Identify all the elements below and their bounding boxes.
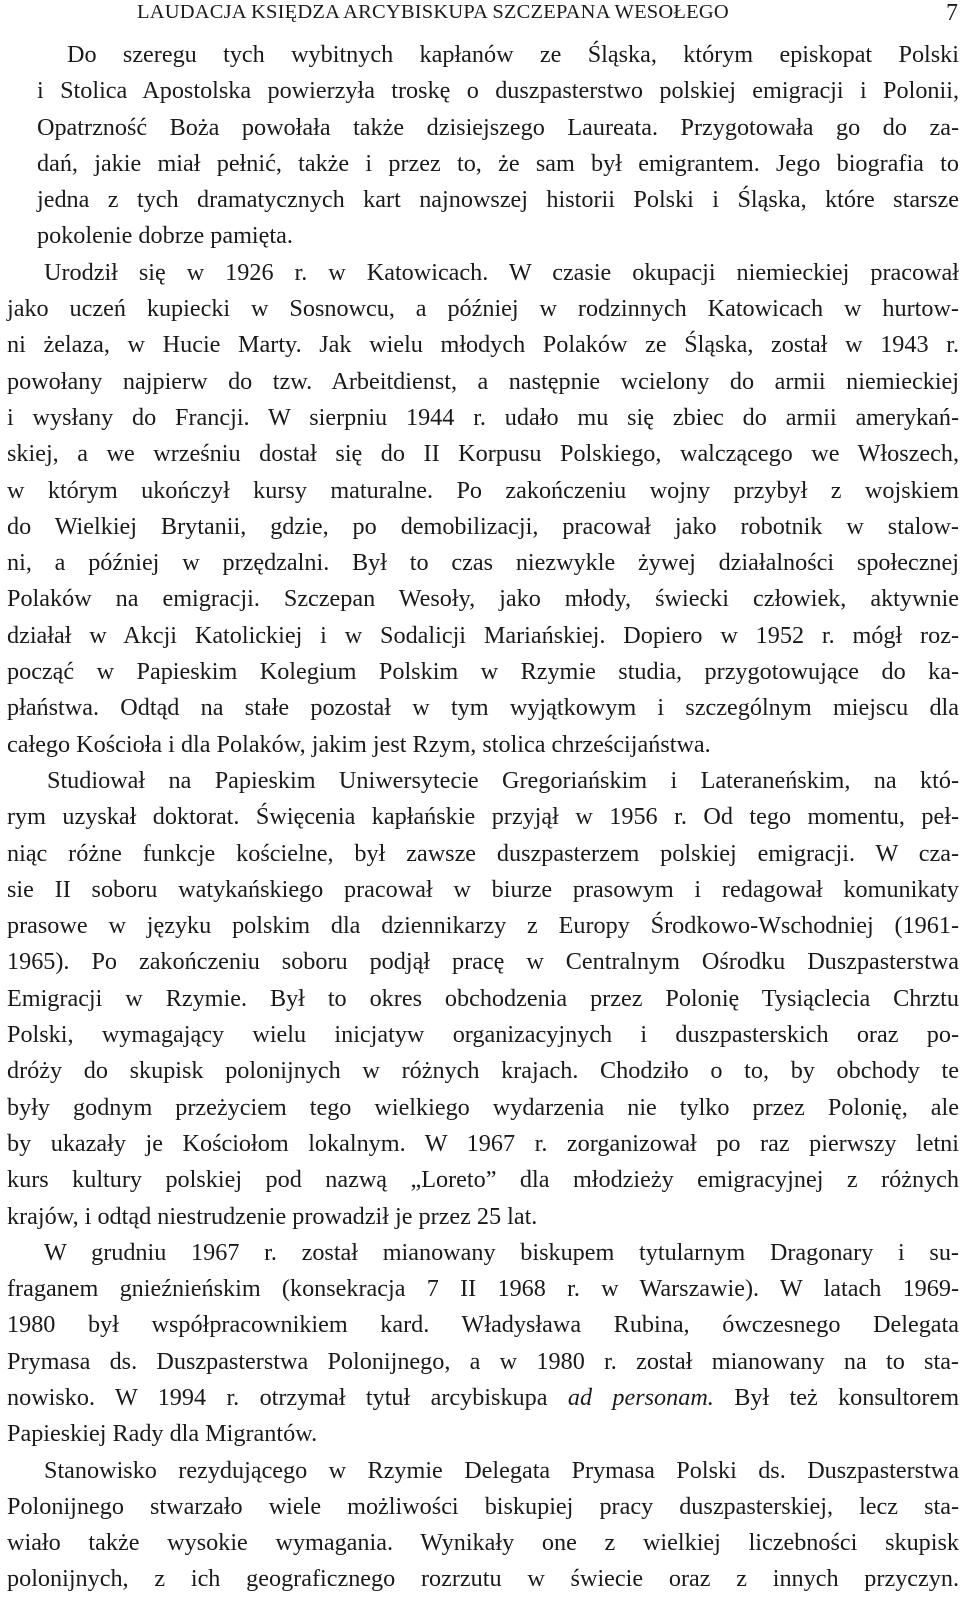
text-line: dróży do skupisk polonijnych w różnych krajach. Chodziło o to, by obchody te bbox=[7, 1057, 959, 1085]
text-line: sie II soboru watykańskiego pracował w biurze prasowym i redagował komunikaty bbox=[7, 875, 959, 903]
text-line: Polski, wymagający wielu inicjatyw organizacyjnych i duszpasterskich oraz po- bbox=[7, 1021, 959, 1049]
text-line: W grudniu 1967 r. został mianowany biskupem tytularnym Dragonary i su- bbox=[44, 1238, 959, 1266]
text-segment: nowisko. W 1994 r. otrzymał tytuł arcybiskupa bbox=[7, 1383, 568, 1411]
text-line: 1965). Po zakończeniu soboru podjął pracę w Centralnym Ośrodku Duszpasterstwa bbox=[7, 948, 959, 976]
text-line: jako uczeń kupiecki w Sosnowcu, a później w rodzinnych Katowicach w hurtow- bbox=[7, 295, 959, 323]
text-line: Studiował na Papieskim Uniwersytecie Gregoriańskim i Lateraneńskim, na któ- bbox=[47, 766, 959, 794]
text-line: dań, jakie miał pełnić, także i przez to, że sam był emigrantem. Jego biografia to bbox=[37, 149, 959, 177]
paragraph-4 bbox=[7, 1235, 959, 1453]
text-line: całego Kościoła i dla Polaków, jakim jest Rzym, stolica chrześcijaństwa. bbox=[7, 730, 711, 758]
text-line: Polaków na emigracji. Szczepan Wesoły, jako młody, świecki człowiek, aktywnie bbox=[7, 585, 959, 613]
paragraph-1 bbox=[7, 37, 959, 255]
text-line: do Wielkiej Brytanii, gdzie, po demobilizacji, pracował jako robotnik w stalow- bbox=[7, 512, 959, 540]
text-line-with-italic bbox=[7, 1380, 959, 1416]
text-line: polonijnych, z ich geograficznego rozrzutu w świecie oraz z innych przyczyn. bbox=[7, 1565, 959, 1593]
text-line: Urodził się w 1926 r. w Katowicach. W czasie okupacji niemieckiej pracował bbox=[44, 258, 959, 286]
body-text bbox=[7, 37, 959, 1598]
text-line: i Stolica Apostolska powierzyła troskę o duszpasterstwo polskiej emigracji i Polonii, bbox=[37, 77, 959, 105]
text-segment: Był też konsultorem bbox=[713, 1383, 960, 1411]
italic-phrase: ad personam. bbox=[567, 1383, 714, 1411]
paragraph-3 bbox=[7, 763, 959, 1235]
text-line: działał w Akcji Katolickiej i w Sodalicji Mariańskiej. Dopiero w 1952 r. mógł roz- bbox=[7, 621, 959, 649]
text-line: jedna z tych dramatycznych kart najnowszej historii Polski i Śląska, które starsze bbox=[37, 186, 959, 214]
text-line: Papieskiej Rady dla Migrantów. bbox=[7, 1420, 318, 1448]
text-line: Opatrzność Boża powołała także dzisiejszego Laureata. Przygotowała go do za- bbox=[37, 113, 959, 141]
text-line: prasowe w języku polskim dla dziennikarzy z Europy Środkowo-Wschodniej (1961- bbox=[7, 912, 959, 940]
text-line: fraganem gnieźnieńskim (konsekracja 7 II 1968 r. w Warszawie). W latach 1969- bbox=[7, 1275, 959, 1303]
text-line: ni żelaza, w Hucie Marty. Jak wielu młodych Polaków ze Śląska, został w 1943 r. bbox=[7, 331, 959, 359]
document-page bbox=[7, 0, 960, 1593]
text-line: krajów, i odtąd niestrudzenie prowadził je przez 25 lat. bbox=[7, 1202, 538, 1230]
text-line: skiej, a we wrześniu dostał się do II Korpusu Polskiego, walczącego we Włoszech, bbox=[7, 440, 959, 468]
text-line: wiało także wysokie wymagania. Wynikały one z wielkiej liczebności skupisk bbox=[7, 1529, 959, 1557]
text-line: Polonijnego stwarzało wiele możliwości biskupiej pracy duszpasterskiej, lecz sta- bbox=[7, 1492, 959, 1520]
paragraph-5 bbox=[7, 1453, 959, 1598]
text-line: począć w Papieskim Kolegium Polskim w Rzymie studia, przygotowujące do ka- bbox=[7, 658, 959, 686]
running-title: LAUDACJA KSIĘDZA ARCYBISKUPA SZCZEPANA WESOŁEGO bbox=[137, 1, 729, 23]
text-line: Prymasa ds. Duszpasterstwa Polonijnego, a w 1980 r. został mianowany na to sta- bbox=[7, 1347, 959, 1375]
text-line: i wysłany do Francji. W sierpniu 1944 r. udało mu się zbiec do armii amerykań- bbox=[7, 403, 959, 431]
text-line: kurs kultury polskiej pod nazwą „Loreto” dla młodzieży emigracyjnej z różnych bbox=[7, 1166, 959, 1194]
text-line: powołany najpierw do tzw. Arbeitdienst, a następnie wcielony do armii niemieckiej bbox=[7, 367, 959, 395]
paragraph-2 bbox=[7, 255, 959, 763]
text-line: ni, a później w przędzalni. Był to czas niezwykle żywej działalności społecznej bbox=[7, 549, 959, 577]
text-line: w którym ukończył kursy maturalne. Po zakończeniu wojny przybył z wojskiem bbox=[7, 476, 959, 504]
text-line: by ukazały je Kościołom lokalnym. W 1967 r. zorganizował po raz pierwszy letni bbox=[7, 1129, 959, 1157]
running-header bbox=[7, 0, 959, 34]
text-line: niąc różne funkcje kościelne, był zawsze duszpasterzem polskiej emigracji. W cza- bbox=[7, 839, 959, 867]
text-line: rym uzyskał doktorat. Święcenia kapłańskie przyjął w 1956 r. Od tego momentu, peł- bbox=[7, 803, 959, 831]
page-number: 7 bbox=[946, 0, 958, 26]
text-line: Do szeregu tych wybitnych kapłanów ze Śląska, którym episkopat Polski bbox=[67, 41, 959, 68]
text-line: Emigracji w Rzymie. Był to okres obchodzenia przez Polonię Tysiąclecia Chrztu bbox=[7, 984, 959, 1012]
text-line: Stanowisko rezydującego w Rzymie Delegata Prymasa Polski ds. Duszpasterstwa bbox=[44, 1456, 959, 1484]
text-line: pokolenie dobrze pamięta. bbox=[37, 222, 293, 250]
text-line: płaństwa. Odtąd na stałe pozostał w tym wyjątkowym i szczególnym miejscu dla bbox=[7, 694, 959, 722]
text-line: były godnym przeżyciem tego wielkiego wydarzenia nie tylko przez Polonię, ale bbox=[7, 1093, 959, 1121]
text-line: 1980 był współpracownikiem kard. Władysława Rubina, ówczesnego Delegata bbox=[7, 1311, 959, 1339]
